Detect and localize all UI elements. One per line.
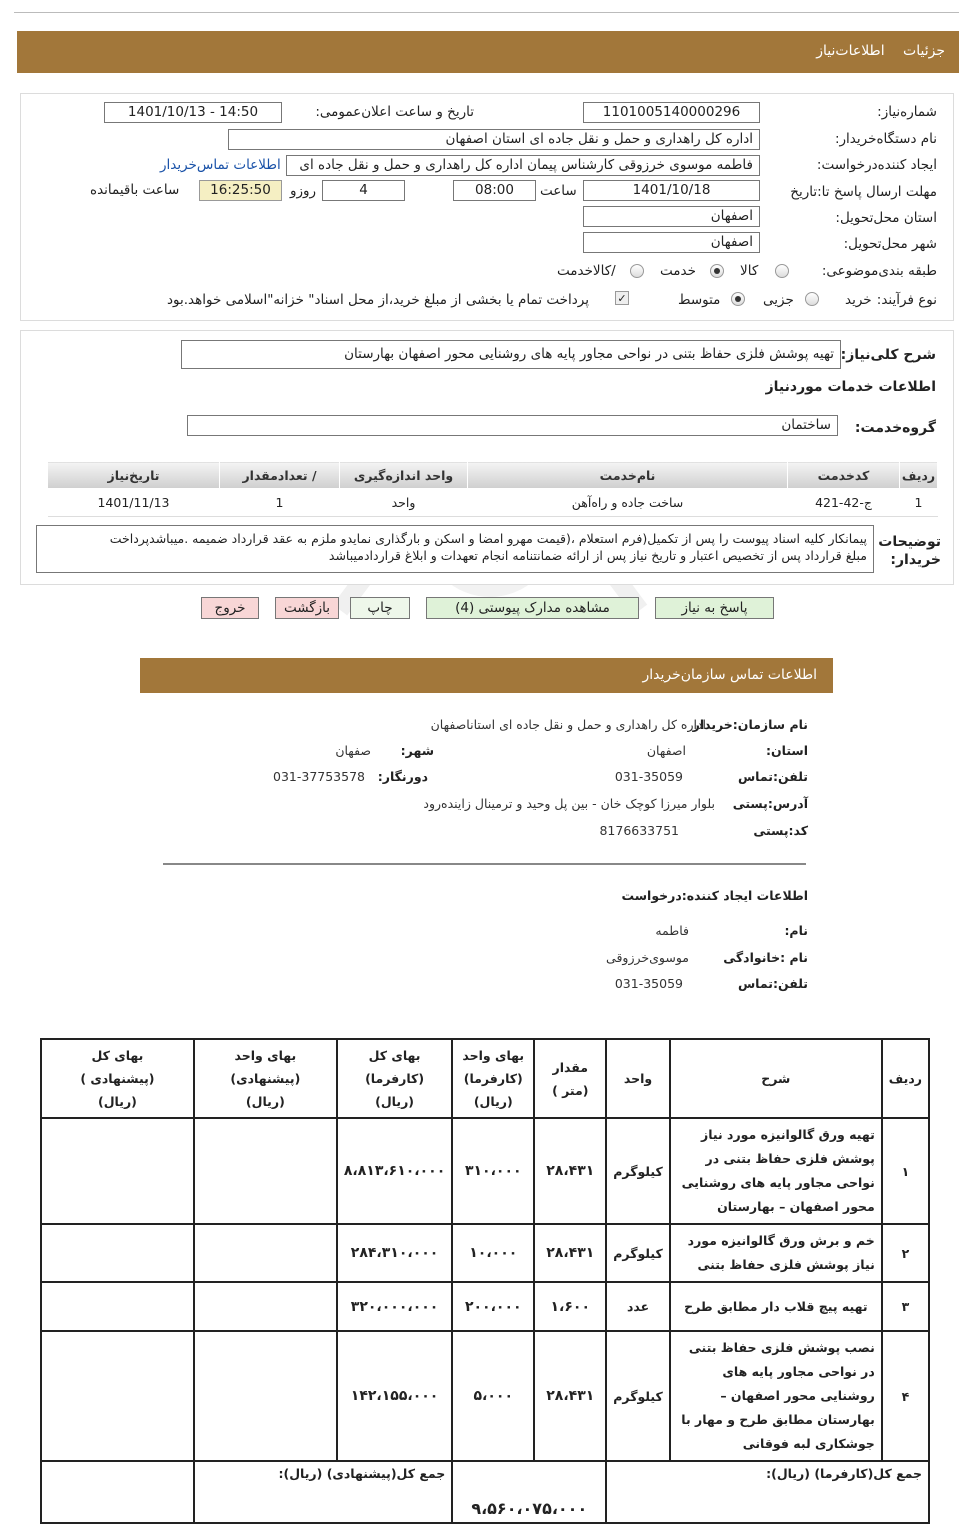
process-small-label: جزیی [763, 292, 794, 308]
row-offer-total[interactable] [41, 1331, 194, 1461]
creator-heading: اطلاعات ایجاد کننده:درخواست [621, 888, 808, 903]
breadcrumb-details[interactable]: جزئیات [903, 43, 945, 59]
contact-province-label: استان: [765, 743, 808, 758]
row-unit-price: ۵،۰۰۰ [452, 1331, 534, 1461]
process-medium-radio[interactable] [731, 292, 745, 306]
row-total: ۸،۸۱۳،۶۱۰،۰۰۰ [337, 1118, 452, 1224]
contact-address-label: آدرس:پستی [732, 796, 808, 811]
col-service-name: نام‌خدمت [468, 462, 788, 489]
need-title-field: تهیه پوشش فلزی حفاظ بتنی در نواحی مجاور پایه های روشنایی محور اصفهان بهارستان [181, 340, 841, 369]
exit-button[interactable]: خروج [201, 597, 259, 619]
contact-address: بلوار میرزا کوچک خان - بین پل وحید و ترمینال زاینده‌رود [423, 796, 715, 811]
price-col-unit-price-offer [194, 1039, 337, 1118]
category-service-radio[interactable] [710, 264, 724, 278]
unit-price-head-1: بهای واحد [462, 1048, 525, 1063]
price-col-unit-price [452, 1039, 534, 1118]
col-unit: واحد اندازه‌گیری [340, 462, 468, 489]
process-medium-label: متوسط [678, 292, 721, 308]
creator-phone-label: تلفن:تماس [737, 976, 808, 991]
contact-phone: 031-35059 [614, 769, 683, 784]
table-row [41, 1118, 929, 1224]
footer-employer-label: جمع کل(کارفرما) (ریال): [606, 1461, 929, 1523]
services-table-header [48, 462, 938, 489]
contact-org-label: نام سازمان:خریدار [692, 717, 808, 732]
table-row [48, 489, 938, 517]
qty-head-1: مقدار [552, 1059, 588, 1075]
top-divider [14, 12, 959, 13]
price-col-total [337, 1039, 452, 1118]
buyer-notes-line-1: پیمانکار کلیه اسناد پیوست را پس از تکمیل(فرم استعلام ،(قیمت مهرو امضا و اسکن و بارگذاری نمایدو ملزم به عقد قرارداد ضمیمه .میباشدپرداخت [109, 531, 867, 546]
category-both-radio[interactable] [630, 264, 644, 278]
row-desc: خم و برش ورق گالوانیزه مورد نیاز پوشش فلزی حفاظ بتنی [670, 1224, 882, 1282]
cell-unit: واحد [340, 489, 468, 517]
row-number: ۳ [882, 1282, 929, 1331]
row-number: ۴ [882, 1331, 929, 1461]
remaining-time: 16:25:50 [199, 180, 282, 201]
col-service-code: کدخدمت [788, 462, 900, 489]
back-button[interactable]: بازگشت [275, 597, 339, 619]
offer-unit-head-3: (ریال) [245, 1094, 285, 1109]
need-title-label: شرح کلی‌نیاز: [840, 347, 936, 363]
announce-field: 1401/10/13 - 14:50 [104, 102, 282, 123]
row-unit-price: ۳۱۰،۰۰۰ [452, 1118, 534, 1224]
row-unit-price: ۲۰۰،۰۰۰ [452, 1282, 534, 1331]
row-unit-price: ۱۰،۰۰۰ [452, 1224, 534, 1282]
city-field: اصفهان [583, 232, 760, 253]
price-col-total-offer [41, 1039, 194, 1118]
contact-city-label: شهر: [400, 743, 434, 758]
contact-city: صفهان [335, 743, 371, 758]
offer-unit-head-2: (پیشنهادی) [230, 1071, 301, 1086]
col-need-date: تاریخ‌نیاز [48, 462, 220, 489]
buyer-contact-bar: اطلاعات تماس سازمان‌خریدار [140, 658, 833, 693]
price-col-qty [534, 1039, 606, 1118]
buyer-contact-link[interactable]: اطلاعات تماس‌خریدار [160, 157, 281, 173]
unit-price-head-3: (ریال) [473, 1094, 513, 1109]
creator-label: ایجاد کننده‌درخواست: [816, 157, 937, 173]
announce-label: تاریخ و ساعت اعلان‌عمومی: [315, 104, 474, 120]
row-number: ۱ [882, 1118, 929, 1224]
category-label: طبقه بندی‌موضوعی: [821, 263, 937, 279]
price-col-desc: شرح [670, 1039, 882, 1118]
cell-row: 1 [900, 489, 938, 517]
row-qty: ۱،۶۰۰ [534, 1282, 606, 1331]
total-head-2: (کارفرما) [365, 1071, 425, 1086]
province-label: استان محل‌تحویل: [835, 210, 937, 226]
process-label: نوع فرآیند: [876, 292, 937, 308]
payment-note: پرداخت تمام یا بخشی از مبلغ خرید،از محل اسناد" خزانه"اسلامی خواهد.بود [167, 292, 589, 308]
footer-offer-label: جمع کل(پیشنهادی) (ریال): [194, 1461, 452, 1523]
contact-fax: 031-37753578 [273, 769, 365, 784]
table-row [41, 1224, 929, 1282]
price-col-unit: واحد [606, 1039, 670, 1118]
process-small-radio[interactable] [805, 292, 819, 306]
cell-need-date: 1401/11/13 [48, 489, 220, 517]
buyer-notes-line-2: مبلغ قرارداد پس از تخصیص اعتبار و تاریخ نیاز پس از ارائه ضمانتنامه انجام تعهدات و ابلاغ قراردادمیباشد [328, 548, 867, 563]
buyer-org-field: اداره کل راهداری و حمل و نقل جاده ای استان اصفهان [228, 129, 760, 150]
buyer-notes-box [36, 525, 874, 573]
row-offer-unit[interactable] [194, 1224, 337, 1282]
qty-head-2: (متر ) [552, 1082, 589, 1098]
unit-price-head-2: (کارفرما) [463, 1071, 523, 1086]
process-buy-label: خرید [845, 292, 872, 308]
row-desc: تهیه پیچ قلاب دار مطابق طرح [670, 1282, 882, 1331]
price-col-row: ردیف [882, 1039, 929, 1118]
cell-service-name: ساخت جاده و راه‌آهن [468, 489, 788, 517]
row-number: ۲ [882, 1224, 929, 1282]
offer-unit-head-1: بهای واحد [234, 1048, 297, 1063]
table-row [41, 1331, 929, 1461]
footer-employer-total: ۹،۵۶۰،۰۷۵،۰۰۰ [452, 1461, 606, 1523]
total-head-3: (ریال) [375, 1094, 414, 1109]
creator-last-name: موسوی‌خرزوقی [606, 950, 689, 965]
contact-org: اداره کل راهداری و حمل و نقل جاده ای استاناصفهان [430, 717, 706, 732]
need-info-panel [20, 93, 954, 321]
creator-phone: 031-35059 [614, 976, 683, 991]
page-header [17, 31, 959, 73]
col-row: ردیف [900, 462, 938, 489]
reply-button[interactable]: پاسخ به نیاز [655, 597, 774, 619]
price-table-footer [41, 1461, 929, 1523]
footer-offer-total[interactable] [41, 1461, 194, 1523]
days-label: روزو [290, 183, 317, 199]
row-offer-unit[interactable] [194, 1282, 337, 1331]
row-desc: نصب پوشش فلزی حفاظ بتنی در نواحی مجاور پایه های روشنایی محور اصفهان – بهارستان مطابق طرح و مهار با جوشکاری لبه فوقانی [670, 1331, 882, 1461]
contact-phone-label: تلفن:تماس [737, 769, 808, 784]
creator-first-name-label: نام: [784, 923, 808, 938]
offer-total-head-1: بهای کل [91, 1048, 144, 1063]
offer-total-head-3: (ریال) [98, 1094, 137, 1109]
col-quantity: / تعدادمقدار [220, 462, 340, 489]
row-desc: تهیه ورق گالوانیزه مورد نیاز پوشش فلزی حفاظ بتنی در نواحی مجاور پایه های روشنایی محور اصفهان – بهارستان [670, 1118, 882, 1224]
deadline-label: مهلت ارسال پاسخ تا:تاریخ [790, 184, 937, 200]
creator-first-name: فاطمه [655, 923, 689, 938]
contact-postal-label: کد:پستی [753, 823, 808, 838]
row-unit: کیلوگرم [606, 1118, 670, 1224]
contact-province: اصفهان [646, 743, 686, 758]
offer-total-head-2: (پیشنهادی ) [80, 1071, 155, 1086]
category-both-label: /کالاخدمت [557, 263, 616, 279]
table-row [41, 1282, 929, 1331]
row-offer-unit[interactable] [194, 1331, 337, 1461]
payment-checkbox[interactable]: ✓ [615, 291, 629, 305]
price-table [40, 1038, 930, 1524]
deadline-date-field: 1401/10/18 [583, 180, 760, 201]
city-label: شهر محل‌تحویل: [843, 236, 937, 252]
deadline-time-field: 08:00 [453, 180, 536, 201]
need-number-field: 1101005140000296 [583, 102, 760, 123]
contact-postal: 8176633751 [599, 823, 679, 838]
row-total: ۱۴۲،۱۵۵،۰۰۰ [337, 1331, 452, 1461]
services-heading: اطلاعات خدمات موردنیاز [765, 379, 936, 395]
view-attachments-button[interactable]: مشاهده مدارک پیوستی (4) [426, 597, 639, 619]
row-offer-total[interactable] [41, 1118, 194, 1224]
print-button[interactable]: چاپ [350, 597, 410, 619]
service-group-label: گروه‌خدمت: [854, 420, 936, 436]
services-table [47, 461, 938, 517]
category-goods-radio[interactable] [775, 264, 789, 278]
category-goods-label: کالا [740, 263, 759, 279]
breadcrumb-need-info[interactable]: اطلاعات‌نیاز [816, 43, 885, 59]
cell-quantity: 1 [220, 489, 340, 517]
buyer-org-label: نام دستگاه‌خریدار: [834, 131, 937, 147]
row-unit: کیلوگرم [606, 1331, 670, 1461]
time-label: ساعت [540, 183, 577, 199]
remaining-label: ساعت باقیمانده [90, 182, 180, 198]
creator-field: فاطمه موسوی خرزوقی کارشناس پیمان اداره کل راهداری و حمل و نقل جاده ای [286, 155, 760, 176]
row-qty: ۲۸،۴۳۱ [534, 1224, 606, 1282]
price-table-header [41, 1039, 929, 1118]
row-total: ۲۸۴،۳۱۰،۰۰۰ [337, 1224, 452, 1282]
row-offer-total[interactable] [41, 1224, 194, 1282]
row-unit: عدد [606, 1282, 670, 1331]
province-field: اصفهان [583, 206, 760, 227]
buyer-notes-label: توضیحات خریدار: [878, 534, 941, 568]
category-service-label: خدمت [660, 263, 696, 279]
row-unit: کیلوگرم [606, 1224, 670, 1282]
row-qty: ۲۸،۴۳۱ [534, 1118, 606, 1224]
days-field: 4 [322, 180, 405, 201]
contact-fax-label: دورنگار: [377, 769, 428, 784]
total-head-1: بهای کل [368, 1048, 421, 1063]
creator-last-name-label: نام :خانوادگی [723, 950, 808, 965]
row-offer-unit[interactable] [194, 1118, 337, 1224]
cell-service-code: ج-42-421 [788, 489, 900, 517]
service-group-field: ساختمان [187, 415, 838, 436]
row-qty: ۲۸،۴۳۱ [534, 1331, 606, 1461]
contact-divider [163, 863, 806, 865]
need-number-label: شماره‌نیاز: [877, 104, 937, 120]
row-total: ۳۲۰،۰۰۰،۰۰۰ [337, 1282, 452, 1331]
row-offer-total[interactable] [41, 1282, 194, 1331]
